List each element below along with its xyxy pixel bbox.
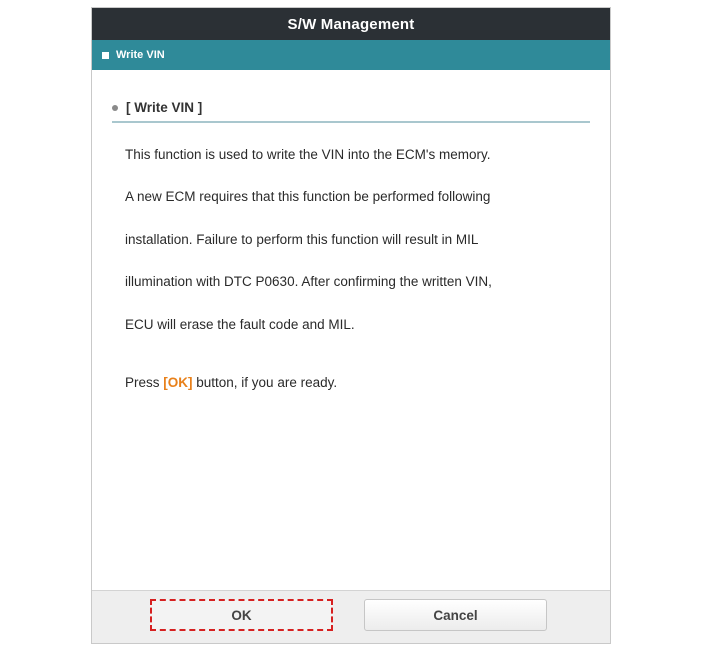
cancel-button[interactable]: Cancel — [364, 599, 547, 631]
section-title-text: [ Write VIN ] — [126, 100, 203, 115]
description-line-3: installation. Failure to perform this function will result in MIL — [125, 232, 479, 247]
subheader-label: Write VIN — [116, 49, 165, 61]
description-line-4: illumination with DTC P0630. After confirming the written VIN, — [125, 274, 492, 289]
prompt-prefix: Press — [125, 375, 164, 390]
section-heading — [112, 100, 590, 123]
description-line-5: ECU will erase the fault code and MIL. — [125, 317, 355, 332]
subheader-bar — [92, 40, 610, 70]
description-line-2: A new ECM requires that this function be performed following — [125, 189, 491, 204]
square-icon — [102, 52, 109, 59]
bullet-icon — [112, 105, 118, 111]
prompt-suffix: button, if you are ready. — [192, 375, 338, 390]
description-line-1: This function is used to write the VIN into the ECM's memory. — [125, 147, 491, 162]
sw-management-dialog — [91, 7, 611, 644]
dialog-footer — [92, 590, 610, 643]
ok-button[interactable]: OK — [150, 599, 333, 631]
prompt-ok-highlight: [OK] — [163, 375, 193, 390]
ready-prompt — [125, 375, 337, 390]
dialog-title: S/W Management — [92, 8, 610, 40]
